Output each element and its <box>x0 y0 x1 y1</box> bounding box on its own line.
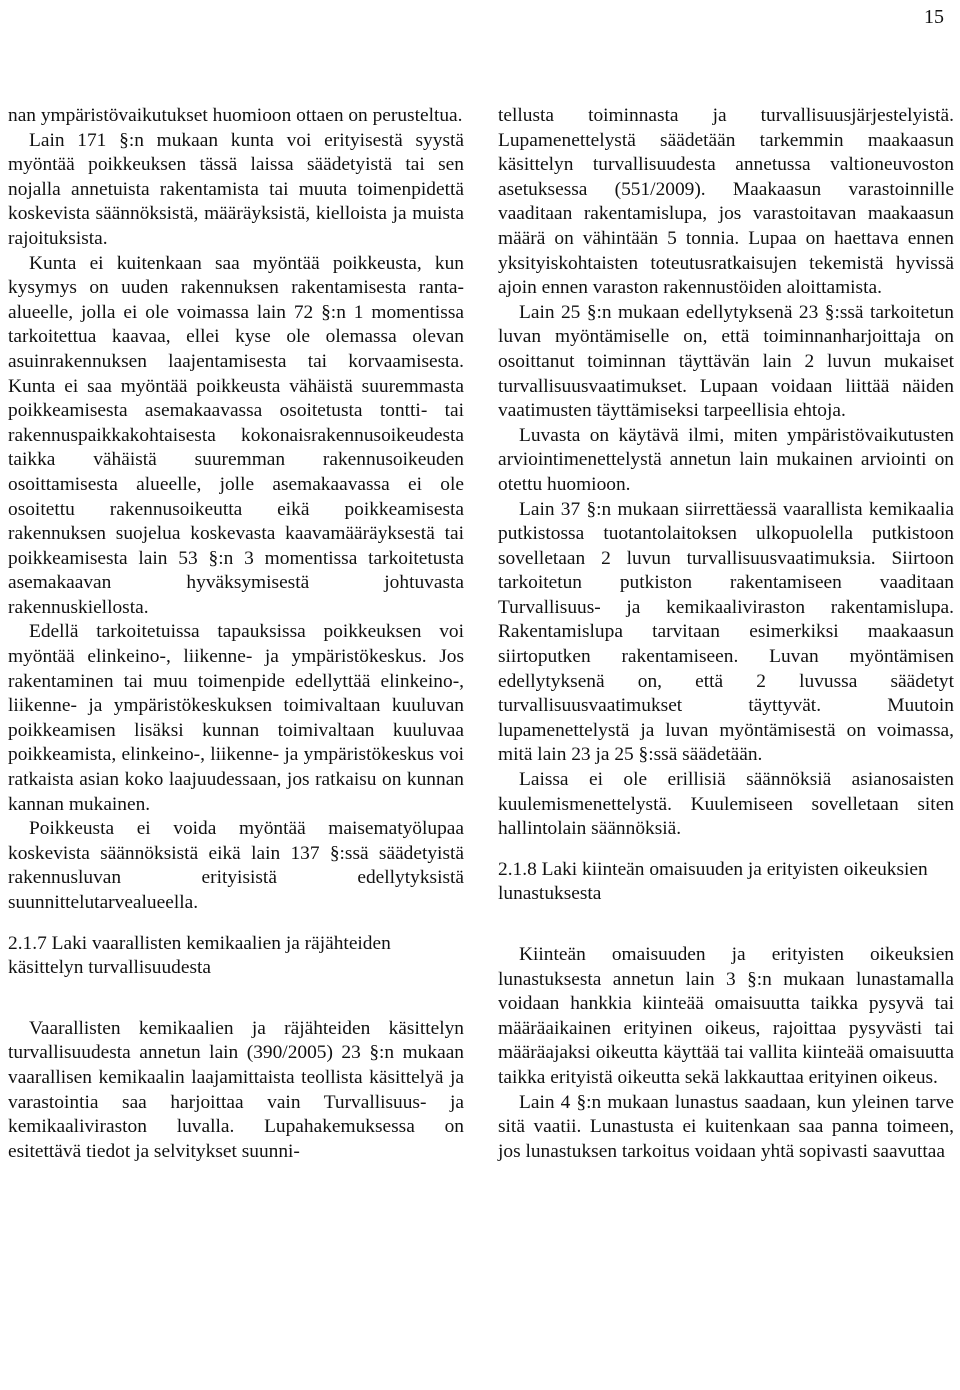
left-column <box>8 104 464 1164</box>
paragraph-continued: nan ympäristövaikutukset huomioon ottaen on perusteltua. <box>8 105 463 126</box>
paragraph: Kiinteän omaisuuden ja erityisten oikeuksien lunastuksesta annetun lain 3 §:n mukaan lunastamalla voidaan hankkia kiinteää omaisuutta taikka pysyvä tai määräaikainen erityinen oikeus, rajoittaa pysyvästi tai määräajaksi oikeutta käyttää tai vallita kiinteää omaisuutta taikka erityistä oikeutta sekä lakkauttaa erityinen oikeus. <box>498 944 954 1088</box>
section-heading: 2.1.7 Laki vaarallisten kemikaalien ja räjähteiden käsittelyn turvallisuudesta <box>8 932 391 979</box>
paragraph: Lain 171 §:n mukaan kunta voi erityisestä syystä myöntää poikkeuksen tässä laissa säädetyistä tai sen nojalla annetuista rakentamista tai muuta toimenpidettä koskevista säännöksistä, määräyksistä, kielloista ja muista rajoituksista. <box>8 129 464 249</box>
paragraph: Laissa ei ole erillisiä säännöksiä asianosaisten kuulemismenettelystä. Kuulemiseen sovelletaan siten hallintolain säännöksiä. <box>498 769 954 840</box>
paragraph: Luvasta on käytävä ilmi, miten ympäristövaikutusten arviointimenettelystä annetun lain mukainen arviointi on otettu huomioon. <box>498 424 954 495</box>
paragraph: Lain 37 §:n mukaan siirrettäessä vaarallista kemikaalia putkistossa tuotantolaitoksen ulkopuolella putkistoon sovelletaan 2 luvun turvallisuusvaatimuksia. Siirtoon tarkoitetun putkiston rakentamiseen vaaditaan Turvallisuus- ja kemikaaliviraston rakentamislupa. Rakentamislupa tarvitaan esimerkiksi maakaasun siirtoputken rakentamiseen. Luvan myöntämisen edellytyksenä on, että 2 luvussa säädetyt turvallisuusvaatimukset täyttyvät. Muutoin lupamenettelystä ja luvan myöntämisestä on voimassa, mitä lain 23 ja 25 §:ssä säädetään. <box>498 498 954 766</box>
paragraph: Lain 4 §:n mukaan lunastus saadaan, kun yleinen tarve sitä vaatii. Lunastusta ei kuitenkaan saa panna toimeen, jos lunastuksen tarkoitus voidaan yhtä sopivasti saavuttaa <box>498 1091 954 1162</box>
paragraph: Vaarallisten kemikaalien ja räjähteiden käsittelyn turvallisuudesta annetun lain (390/2005) 23 §:n mukaan vaarallisen kemikaalin laajamittaista teollista käsittelyä ja varastointia saa harjoittaa vain Turvallisuus- ja kemikaaliviraston luvalla. Lupahakemuksessa on esitettävä tiedot ja selvitykset suunni- <box>8 1017 464 1162</box>
right-column <box>498 104 954 1164</box>
paragraph: Poikkeusta ei voida myöntää maisematyölupaa koskevista säännöksistä eikä lain 137 §:ssä säädetyistä rakennusluvan erityisistä edellytyksistä suunnittelutarvealueella. <box>8 818 464 913</box>
section-heading: 2.1.8 Laki kiinteän omaisuuden ja erityisten oikeuksien lunastuksesta <box>498 858 928 905</box>
paragraph-continued: tellusta toiminnasta ja turvallisuusjärjestelyistä. Lupamenettelystä säädetään tarkemmin maakaasun käsittelyn turvallisuudesta annetussa valtioneuvoston asetuksessa (551/2009). Maakaasun varastoinnille vaaditaan rakentamislupa, jos varastoitavan maakaasun määrä on vähintään 5 tonnia. Lupaa on haettava ennen yksityiskohtaisten toteutusratkaisujen tekemistä hyvissä ajoin ennen varaston rakennustöiden aloittamista. <box>498 105 954 299</box>
paragraph: Lain 25 §:n mukaan edellytyksenä 23 §:ssä tarkoitetun luvan myöntämiselle on, että toiminnanharjoittaja on osoittanut toiminnan täyttävän lain 2 luvun mukaiset turvallisuusvaatimukset. Lupaan voidaan liittää näiden vaatimusten täyttämiseksi tarpeellisia ehtoja. <box>498 301 954 422</box>
paragraph: Kunta ei kuitenkaan saa myöntää poikkeusta, kun kysymys on uuden rakennuksen rakentamisesta ranta-alueelle, jolla ei ole voimassa lain 72 §:n 1 momentissa tarkoitettua kaavaa, ellei kyse ole olemassa olevan asuinrakennuksen laajentamisesta tai korvaamisesta. Kunta ei saa myöntää poikkeusta vähäistä suuremmasta poikkeamisesta asemakaavassa osoitetusta tontti- tai rakennuspaikkakohtaisesta kokonaisrakennusoikeudesta taikka vähäistä suuremman rakennusoikeuden osoittamisesta alueelle, jolle asemakaavassa ei ole osoitettu rakennusoikeutta eikä poikkeamisesta rakennuksen suojelua koskevasta kaavamääräyksestä tai poikkeamisesta lain 53 §:n 3 momentissa tarkoitetusta asemakaavan hyväksymisestä johtuvasta rakennuskiellosta. <box>8 252 464 618</box>
page-number: 15 <box>924 6 944 28</box>
paragraph: Edellä tarkoitetuissa tapauksissa poikkeuksen voi myöntää elinkeino-, liikenne- ja ympäristökeskus. Jos rakentaminen tai muu toimenpide edellyttää elinkeino-, liikenne- ja ympäristökeskuksen toimivaltaan kuuluvan poikkeamisen lisäksi kunnan toimivaltaan kuuluvaa poikkeamista, elinkeino-, liikenne- ja ympäristökeskus voi ratkaista asian koko laajuudessaan, jos ratkaisu on kunnan kannan mukainen. <box>8 621 464 815</box>
